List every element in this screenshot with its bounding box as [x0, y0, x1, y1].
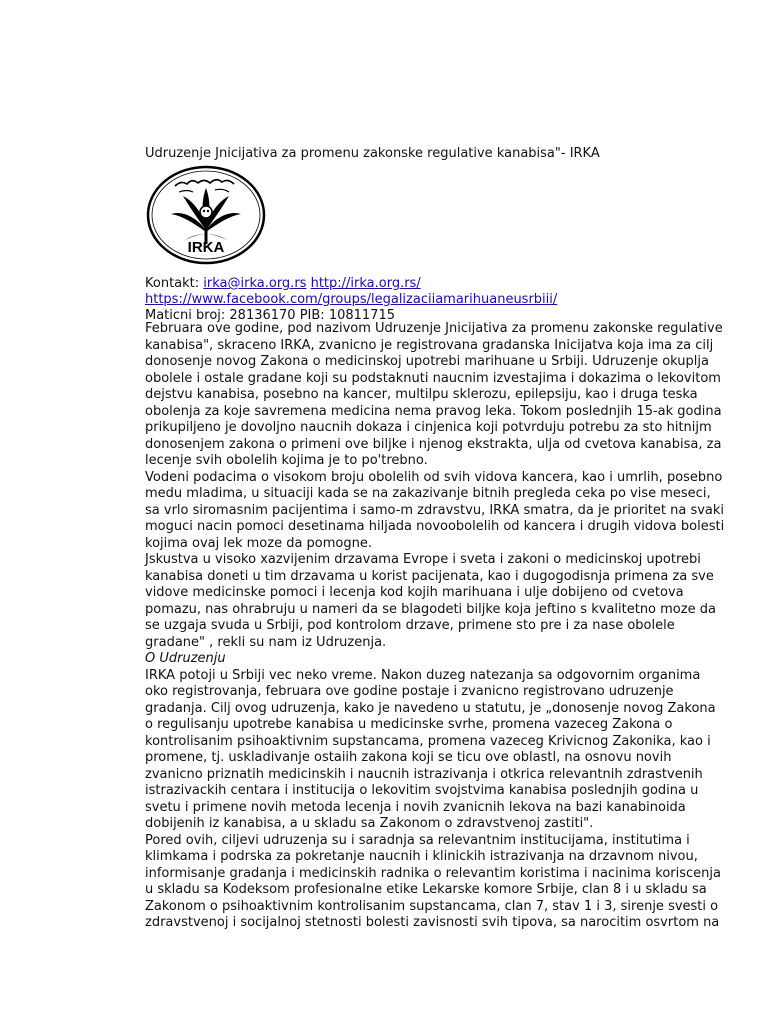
registry-numbers: Maticni broj: 28136170 PIB: 10811715: [145, 308, 395, 323]
paragraph: IRKA potoji u Srbiji vec neko vreme. Nakon duzeg natezanja sa odgovornim organima oko registrovanja, februara ove godine postaje i zvanicno registrovano udruzenje gradanja. Cilj ovog udruzenja, kako je navedeno u statutu, je „donosenje novog Zakona o regulisanju upotrebe kanabisa u medicinske svrhe, promena vazeceg Zakona o kontrolisanim psihoaktivnim supstancama, promena vazeceg Krivicnog Zakonika, kao i promene, tj. uskladivanje ostaiih zakona koji se ticu ove oblastl, na osnovu novih zvanicno priznatih medicinskih i naucnih istrazivanja i otkrica relevantnih zdrastvenih istrazivackih centara i institucija o lekovitim svojstvima kanabisa poslednjih godina u svetu i primene novih metoda lecenja i novih zvanicnih lekova na bazi kanabinoida dobijenih iz kanabisa, a u skladu sa Zakonom o zdravstvenoj zastiti".: [145, 667, 716, 831]
contact-block: [145, 276, 745, 324]
facebook-link[interactable]: https://www.facebook.com/groups/legalizaciiamarihuaneusrbiii/: [145, 292, 558, 307]
document-title: Udruzenje Jnicijativa za promenu zakonske regulative kanabisa"- IRKA: [145, 146, 600, 161]
contact-line: [145, 276, 745, 292]
paragraph: Jskustva u visoko xazvijenim drzavama Evrope i sveta i zakoni o medicinskoj upotrebi kanabisa doneti u tim drzavama u korist pacijenata, kao i dugogodisnja primena za sve vidove medicinske pomoci i lecenja kod kojih marihuana i ulje dobijeno od cvetova pomazu, nas ohrabruju u nameri da se blagodeti biljke koja jeftino s kvalitetno moze da se uzgaja svuda u Srbiji, pod kontrolom drzave, primene sto pre i za nase obolele gradane" , rekli su nam iz Udruzenja.: [145, 552, 716, 650]
logo-wordmark: IRKA: [187, 239, 225, 256]
irka-logo: [145, 164, 267, 266]
paragraph: Pored ovih, ciljevi udruzenja su i saradnja sa relevantnim institucijama, institutima i klimkama i podrska za pokretanje naucnih i klinickih istrazivanja na drzavnom nivou, informisanje gradanja i medicinskih radnika o relevantim koristima i nacinima koriscenja u skladu sa Kodeksom profesionalne etike Lekarske komore Srbije, clan 8 i u skladu sa Zakonom o psihoaktivnim kontrolisanim supstancama, clan 7, stav 1 i 3, sirenje svesti o zdravstvenoj i socijalnoj stetnosti bolesti zavisnosti svih tipova, sa narocitim osvrtom na: [145, 832, 721, 930]
paragraph: Vodeni podacima o visokom broju obolelih od svih vidova kancera, kao i umrlih, posebno medu mladima, u situaciji kada se na zakazivanje bitnih pregleda ceka po vise meseci, sa vrlo siromasnim pacijentima i samo-m zdravstvu, IRKA smatra, da je prioritet na svaki moguci nacin pomoci desetinama hiljada novoobolelih od kancera i drugih vidova bolesti kojima ovaj lek moze da pomogne.: [145, 469, 725, 551]
email-link[interactable]: irka@irka.org.rs: [203, 276, 307, 291]
paragraph: Februara ove godine, pod nazivom Udruzenje Jnicijativa za promenu zakonske regulative kanabisa", skraceno IRKA, zvanicno je registrovana gradanska Inicijatva koja ima za cilj donosenje novog Zakona o medicinskoj upotrebi marihuane u Srbiji. Udruzenje okuplja obolele i ostale gradane koji su podstaknuti naucnim izvestajima i dokazima o lekovitom dejstvu kanabisa, posebno na kancer, multilpu sklerozu, epilepsiju, kao i druga teska obolenja za koje savremena medicina nema pravog leka. Tokom poslednjih 15-ak godina prikupiljeno je dovoljno naucnih dokaza i cinjenica koji potvrduju potrebu za sto hitnijm donosenjem zakona o primeni ove biljke i njenog ekstrakta, ulja od cvetova kanabisa, za lecenje svih obolelih kojima je to po'trebno.: [145, 321, 723, 468]
contact-label: Kontakt:: [145, 276, 204, 291]
section-subheading: O Udruzenju: [145, 651, 226, 666]
facebook-line: [145, 292, 745, 308]
article-body: [145, 321, 727, 932]
website-link[interactable]: http://irka.org.rs/: [310, 276, 421, 291]
cannabis-leaf-seal-icon: [145, 164, 267, 266]
